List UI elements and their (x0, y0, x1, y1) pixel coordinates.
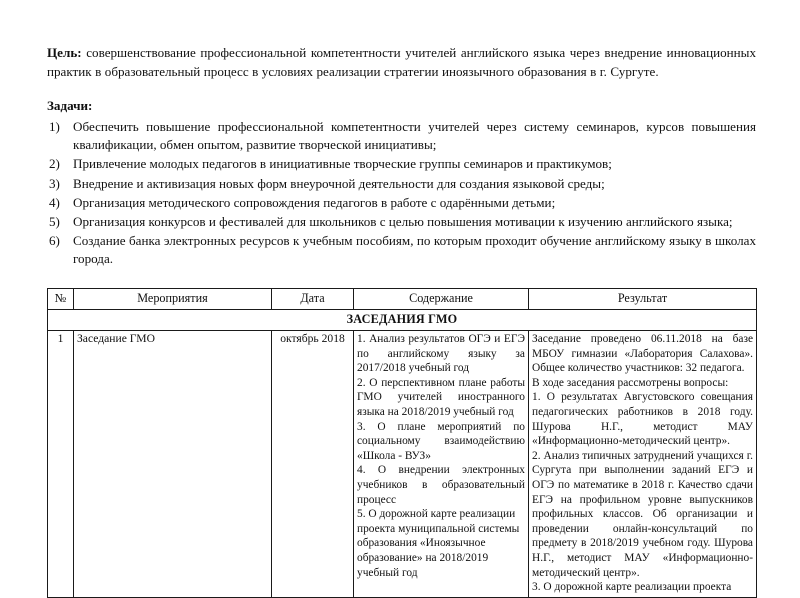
list-item (47, 194, 756, 213)
list-item-marker: 6) (49, 232, 60, 248)
list-item-marker: 3) (49, 175, 60, 191)
column-header-content: Содержание (354, 288, 529, 309)
goal-text: совершенствование профессиональной компетентности учителей английского языка через внедрение инновационных практик в образовательный процесс в условиях реализации стратегии иноязычного образования в г. Сургуте. (47, 45, 756, 79)
result-line: 3. О дорожной карте реализации проекта (532, 581, 732, 594)
list-item (47, 175, 756, 194)
table-body (48, 309, 757, 597)
list-item-marker: 2) (49, 156, 60, 172)
list-item-text: Создание банка электронных ресурсов к учебным пособиям, по которым проходит обучение английскому языку в школах города. (73, 232, 756, 267)
list-item (47, 118, 756, 155)
column-header-number: № (48, 288, 74, 309)
list-item-marker: 1) (49, 118, 60, 134)
content-line: 2. О перспективном плане работы ГМО учителей иностранного языка на 2018/2019 учебный год (357, 376, 525, 419)
content-line: 5. О дорожной карте реализации проекта муниципальной системы образования «Иноязычное образование» на 2018/2019 учебный год (357, 508, 520, 579)
tasks-heading: Задачи: (47, 98, 93, 114)
result-line: Заседание проведено 06.11.2018 на базе МБОУ гимназии «Лаборатория Салахова». Общее количество участников: 32 педагога. (532, 333, 753, 375)
list-item-text: Организация конкурсов и фестивалей для школьников с целью повышения мотивации к изучению английского языка; (73, 213, 733, 229)
list-item (47, 232, 756, 269)
cell-number: 1 (48, 331, 74, 598)
plan-table (47, 288, 757, 598)
plan-table-wrapper (47, 288, 756, 598)
content-line: 1. Анализ результатов ОГЭ и ЕГЭ по английскому языку за 2017/2018 учебный год (357, 333, 525, 375)
column-header-events: Мероприятия (74, 288, 272, 309)
column-header-result: Результат (529, 288, 757, 309)
content-line: 4. О внедрении электронных учебников в образовательный процесс (357, 464, 525, 506)
section-title: ЗАСЕДАНИЯ ГМО (48, 309, 757, 331)
goal-label: Цель: (47, 45, 82, 60)
list-item-text: Обеспечить повышение профессиональной компетентности учителей через систему семинаров, курсов повышения квалификации, обмен опытом, развитие творческой инициативы; (73, 118, 756, 153)
document-body (47, 44, 756, 598)
list-item (47, 213, 756, 232)
cell-date: октябрь 2018 (272, 331, 354, 598)
cell-event: Заседание ГМО (74, 331, 272, 598)
table-row (48, 331, 757, 598)
column-header-date: Дата (272, 288, 354, 309)
content-line: 3. О плане мероприятий по социальному взаимодействию «Школа - ВУЗ» (357, 420, 525, 462)
list-item-text: Привлечение молодых педагогов в инициативные творческие группы семинаров и практикумов; (73, 156, 612, 172)
list-item-text: Внедрение и активизация новых форм внеурочной деятельности для создания языковой среды; (73, 175, 605, 191)
list-item-marker: 5) (49, 213, 60, 229)
list-item-text: Организация методического сопровождения педагогов в работе с одарёнными детьми; (73, 194, 556, 210)
result-line: 1. О результатах Августовского совещания педагогических работников в 2018 году. Шурова Н.Г., методист МАУ «Информационно-методический центр». (532, 391, 753, 448)
table-header-row (48, 288, 757, 309)
list-item-marker: 4) (49, 194, 60, 210)
table-header (48, 288, 757, 309)
cell-content (354, 331, 529, 598)
list-item (47, 155, 756, 174)
result-line: 2. Анализ типичных затруднений учащихся г. Сургута при выполнении заданий ЕГЭ и ОГЭ по математике в 2018 г. Качество сдачи ЕГЭ на профильном уровне выпускников профильных классов. Об организации и проведении онлайн-консультаций по предмету в 2018/2019 учебном году. Шурова Н.Г., методист МАУ «Информационно-методический центр». (532, 449, 753, 579)
tasks-list (47, 118, 756, 269)
cell-result (529, 331, 757, 598)
goal-paragraph (47, 44, 756, 81)
table-section-row (48, 309, 757, 331)
result-line: В ходе заседания рассмотрены вопросы: (532, 376, 729, 389)
